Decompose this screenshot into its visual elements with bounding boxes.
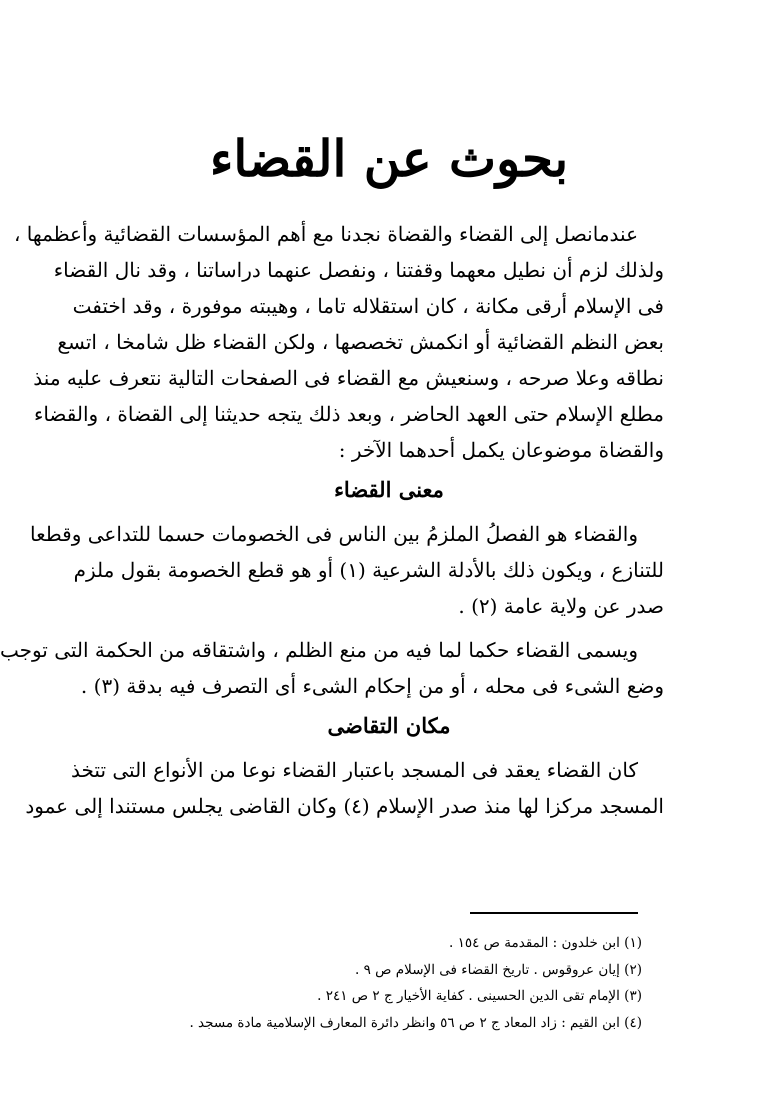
footnote-2: (٢) إيان عروقوس . تاريخ القضاء فى الإسلام ص ٩ . [355,961,642,978]
text-line: ولذلك لزم أن نطيل معهما وقفتنا ، ونفصل عنهما دراساتنا ، وقد نال القضاء [53,258,664,282]
text-line: نطاقه وعلا صرحه ، وسنعيش مع القضاء فى الصفحات التالية نتعرف عليه منذ [33,366,664,390]
text-line: عندمانصل إلى القضاء والقضاة نجدنا مع أهم المؤسسات القضائية وأعظمها ، [13,222,638,246]
text-line: وضع الشىء فى محله ، أو من إحكام الشىء أى التصرف فيه بدقة (٣) . [80,674,664,698]
meaning-paragraph-1 [30,516,664,624]
footnote-4: (٤) ابن القيم : زاد المعاد ج ٢ ص ٥٦ وانظر دائرة المعارف الإسلامية مادة مسجد . [189,1014,642,1031]
place-paragraph-1 [25,752,664,824]
meaning-paragraph-2 [0,632,664,704]
footnote-divider [470,912,638,914]
text-line: بعض النظم القضائية أو انكمش تخصصها ، ولكن القضاء ظل شامخا ، اتسع [57,330,664,354]
footnote-1: (١) ابن خلدون : المقدمة ص ١٥٤ . [449,935,642,951]
text-line: والقضاة موضوعان يكمل أحدهما الآخر : [338,438,664,462]
text-line: فى الإسلام أرقى مكانة ، كان استقلاله تاما ، وهيبته موفورة ، وقد اختفت [72,294,664,318]
footnote-3: (٣) الإمام تقى الدين الحسينى . كفاية الأخيار ج ٢ ص ٢٤١ . [317,988,642,1004]
footnotes [118,930,642,1036]
section-heading-meaning: معنى القضاء [334,477,444,502]
text-line: للتنازع ، ويكون ذلك بالأدلة الشرعية (١) أو هو قطع الخصومة بقول ملزم [73,558,664,582]
text-line: صدر عن ولاية عامة (٢) . [458,594,664,618]
text-line: المسجد مركزا لها منذ صدر الإسلام (٤) وكان القاضى يجلس مستندا إلى عمود [25,794,664,818]
page-title: بحوث عن القضاء [209,129,569,188]
intro-paragraph [13,216,664,468]
text-line: والقضاء هو الفصلُ الملزمُ بين الناس فى الخصومات حسما للتداعى وقطعا [30,522,638,546]
text-line: كان القضاء يعقد فى المسجد باعتبار القضاء نوعا من الأنواع التى تتخذ [71,758,638,782]
text-line: ويسمى القضاء حكما لما فيه من منع الظلم ، واشتقاقه من الحكمة التى توجب [0,638,638,662]
text-line: مطلع الإسلام حتى العهد الحاضر ، وبعد ذلك يتجه حديثنا إلى القضاة ، والقضاء [33,402,664,426]
section-heading-place: مكان التقاضى [327,713,451,738]
